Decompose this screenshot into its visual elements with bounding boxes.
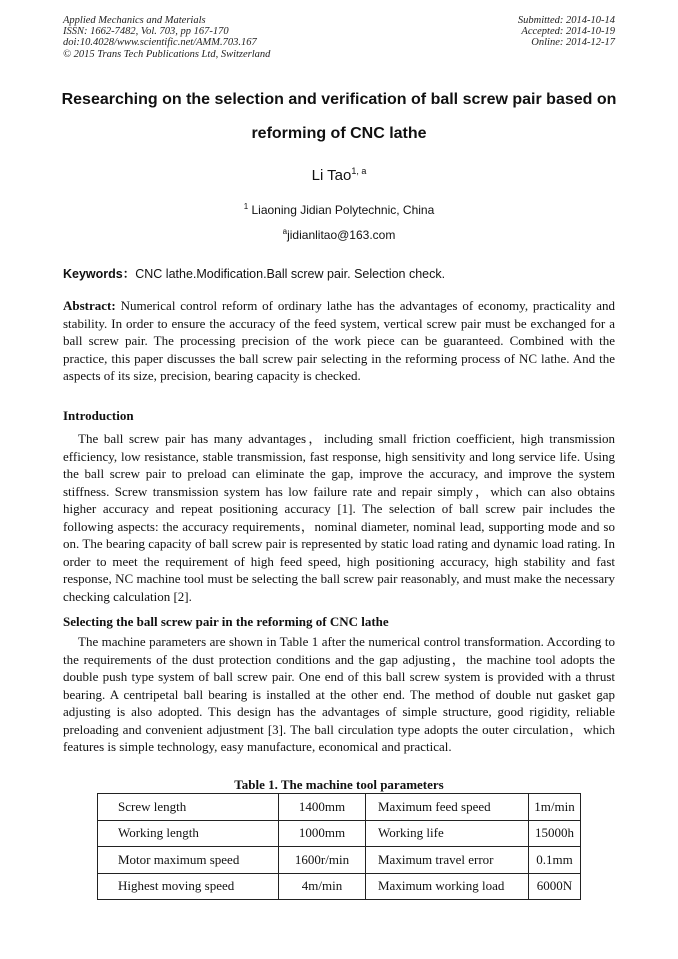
table-cell: Maximum feed speed <box>366 794 529 821</box>
affiliation-superscript: 1 <box>243 202 249 211</box>
table-cell: 1600r/min <box>279 847 366 874</box>
table-cell: 15000h <box>529 820 581 847</box>
submission-dates <box>518 15 615 49</box>
selection-body <box>63 633 615 756</box>
table-cell: Motor maximum speed <box>98 847 279 874</box>
author-superscript: 1, a <box>351 166 367 176</box>
online-date: Online: 2014-12-17 <box>531 37 615 49</box>
table-row <box>98 794 581 821</box>
table-row <box>98 847 581 874</box>
journal-info <box>63 15 270 60</box>
copyright-line: © 2015 Trans Tech Publications Ltd, Switzerland <box>63 48 271 60</box>
table-cell: Maximum travel error <box>366 847 529 874</box>
submitted-date: Submitted: 2014-10-14 <box>517 15 615 26</box>
accepted-date: Accepted: 2014-10-19 <box>521 26 615 38</box>
table-cell: Highest moving speed <box>98 873 279 900</box>
selection-heading: Selecting the ball screw pair in the reforming of CNC lathe <box>63 614 389 629</box>
introduction-body <box>63 430 615 605</box>
author-name: Li Tao <box>311 167 352 184</box>
table-cell: 6000N <box>529 873 581 900</box>
introduction-heading: Introduction <box>63 408 134 423</box>
affiliation <box>0 202 678 217</box>
paper-title-line-1: Researching on the selection and verification of ball screw pair based on <box>61 91 617 108</box>
paper-title-line-2: reforming of CNC lathe <box>251 125 427 142</box>
abstract <box>63 297 615 385</box>
table-cell: 1000mm <box>279 820 366 847</box>
journal-name: Applied Mechanics and Materials <box>63 15 206 26</box>
author <box>0 166 678 184</box>
table-cell: Working length <box>98 820 279 847</box>
table-row <box>98 820 581 847</box>
keywords-label: Keywords： <box>63 267 136 281</box>
selection-paragraph: The machine parameters are shown in Table 1 after the numerical control transformation. According to the requirements of the dust protection conditions and the gap adjusting，the machine tool adopts the double push type system of ball screw pair. One end of this ball screw system is provided with a thrust bearing. A centripetal ball bearing is installed at the other end. The method of double nut gasket gap adjusting is also adopted. This design has the advantages of simple structure, good rigidity, reliable preloading and convenient adjustment [3]. The ball circulation type adopts the outer circulation，which features is simple technology, easy manufacture, economical and practical. <box>63 634 615 754</box>
email-superscript: a <box>282 227 288 236</box>
table-cell: 0.1mm <box>529 847 581 874</box>
email-text: jidianlitao@163.com <box>287 228 396 242</box>
abstract-label: Abstract: <box>63 298 116 313</box>
table-cell: 1400mm <box>279 794 366 821</box>
table-cell: Screw length <box>98 794 279 821</box>
introduction-paragraph: The ball screw pair has many advantages，including small friction coefficient, high transmission efficiency, low resistance, stable transmission, fast response, high sensitivity and long service life. Using the ball screw pair to preload can eliminate the gap, improve the accuracy, and improve the system stiffness. Screw transmission system has low failure rate and repair simply，which can also obtains higher accuracy and repeat positioning accuracy [1]. The selection of ball screw pair includes the following aspects: the accuracy requirements，nominal diameter, nominal lead, supporting mode and so on. The bearing capacity of ball screw pair is represented by static load rating and dynamic load rating. In order to meet the requirement of high feed speed, high positioning accuracy, high stability and fast response, NC machine tool must be selecting the ball screw pair reasonably, and must make the necessary checking calculation [2]. <box>63 431 615 604</box>
affiliation-text: Liaoning Jidian Polytechnic, China <box>248 203 435 217</box>
machine-parameters-table <box>97 793 581 900</box>
table-row <box>98 873 581 900</box>
keywords <box>63 264 615 282</box>
keywords-text: CNC lathe.Modification.Ball screw pair. Selection check. <box>135 267 446 281</box>
table-caption: Table 1. The machine tool parameters <box>234 777 444 792</box>
table-cell: 4m/min <box>279 873 366 900</box>
abstract-text: Numerical control reform of ordinary lathe has the advantages of economy, practicality and stability. In order to ensure the accuracy of the feed system, vertical screw pair must be exchanged for a ball screw pair. The processing precision of the work piece can be guaranteed. Combined with the practice, this paper discusses the ball screw pair selecting in the reforming process of NC lathe. And the aspects of its size, precision, bearing capacity is checked. <box>63 298 615 383</box>
table-cell: Working life <box>366 820 529 847</box>
author-email <box>0 227 678 242</box>
doi-line: doi:10.4028/www.scientific.net/AMM.703.167 <box>63 37 257 49</box>
table-cell: Maximum working load <box>366 873 529 900</box>
issn-line: ISSN: 1662-7482, Vol. 703, pp 167-170 <box>63 26 229 38</box>
table-cell: 1m/min <box>529 794 581 821</box>
